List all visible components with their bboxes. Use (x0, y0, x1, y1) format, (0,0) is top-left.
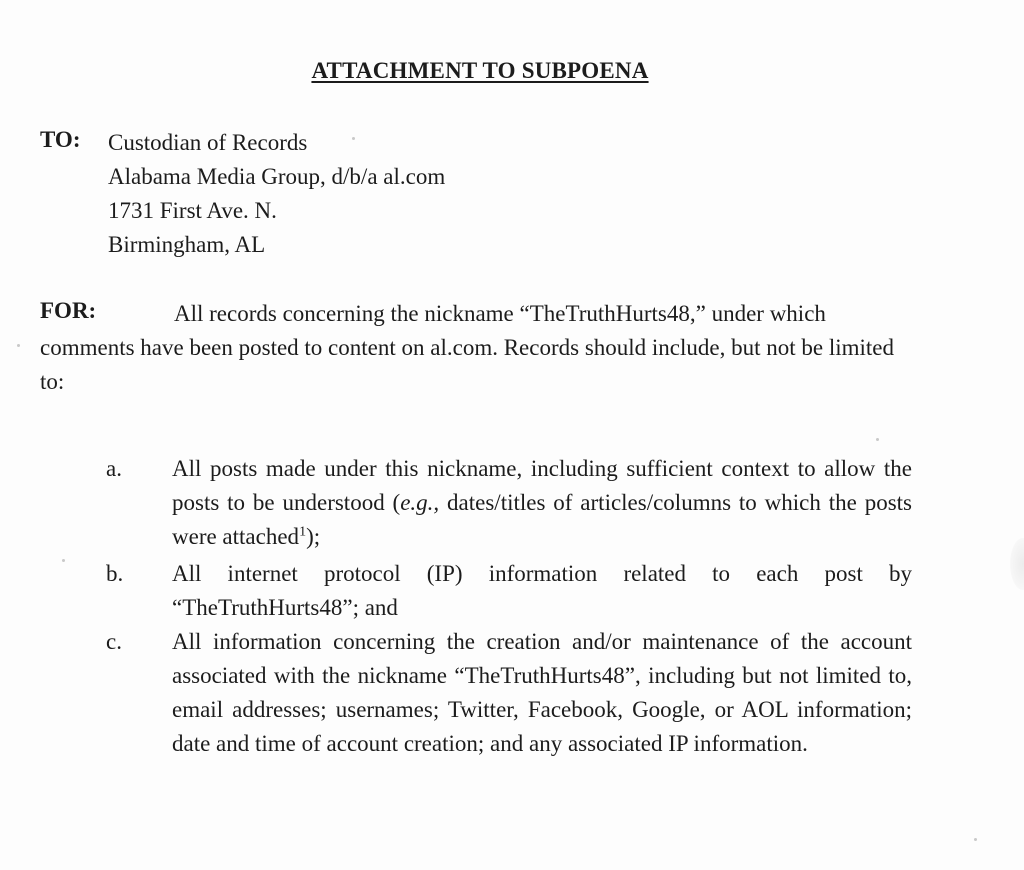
scan-speck (974, 838, 977, 841)
list-item-text (172, 452, 912, 554)
list-item (0, 452, 1024, 557)
recipient-street: 1731 First Ave. N. (108, 198, 277, 223)
item-a-text-middle: dates/titles of articles/columns to which the posts were attached (172, 490, 912, 549)
list-item-marker: c. (106, 629, 122, 654)
list-item-text: All information concerning the creation and/or maintenance of the account associated with the nickname “TheTruthHurts48”, including but not limited to, email addresses; usernames; Twitter, Facebook, Google, or AOL information; date and time of account creation; and any associated IP information. (172, 629, 912, 756)
request-description: All records concerning the nickname “TheTruthHurts48,” under which comments have been posted to content on al.com. Records should include, but not be limited to: (40, 301, 895, 394)
for-label: FOR: (40, 298, 97, 323)
list-item (0, 625, 1024, 795)
scan-speck (352, 137, 355, 140)
to-label: TO: (40, 127, 81, 152)
list-item-text: All internet protocol (IP) information related to each post by “TheTruthHurts48”; and (172, 561, 912, 620)
recipient-name: Custodian of Records (108, 130, 308, 155)
recipient-address-block (108, 126, 445, 262)
item-a-text-before: All posts made under this nickname, including sufficient context to allow the posts to be understood ( (172, 456, 912, 515)
footnote-reference: 1 (299, 524, 307, 540)
document-title: ATTACHMENT TO SUBPOENA (311, 58, 649, 83)
recipient-city: Birmingham, AL (108, 232, 266, 257)
scan-speck (62, 559, 65, 562)
recipient-organization: Alabama Media Group, d/b/a al.com (108, 164, 446, 189)
scan-speck (876, 438, 879, 441)
item-a-italic-text: e.g., (400, 490, 440, 515)
request-items-list (0, 452, 1024, 795)
scan-speck (17, 344, 20, 347)
list-item (0, 557, 1024, 625)
list-item-marker: a. (106, 456, 122, 481)
list-item-marker: b. (106, 561, 124, 586)
item-a-text-after: ); (306, 524, 321, 549)
